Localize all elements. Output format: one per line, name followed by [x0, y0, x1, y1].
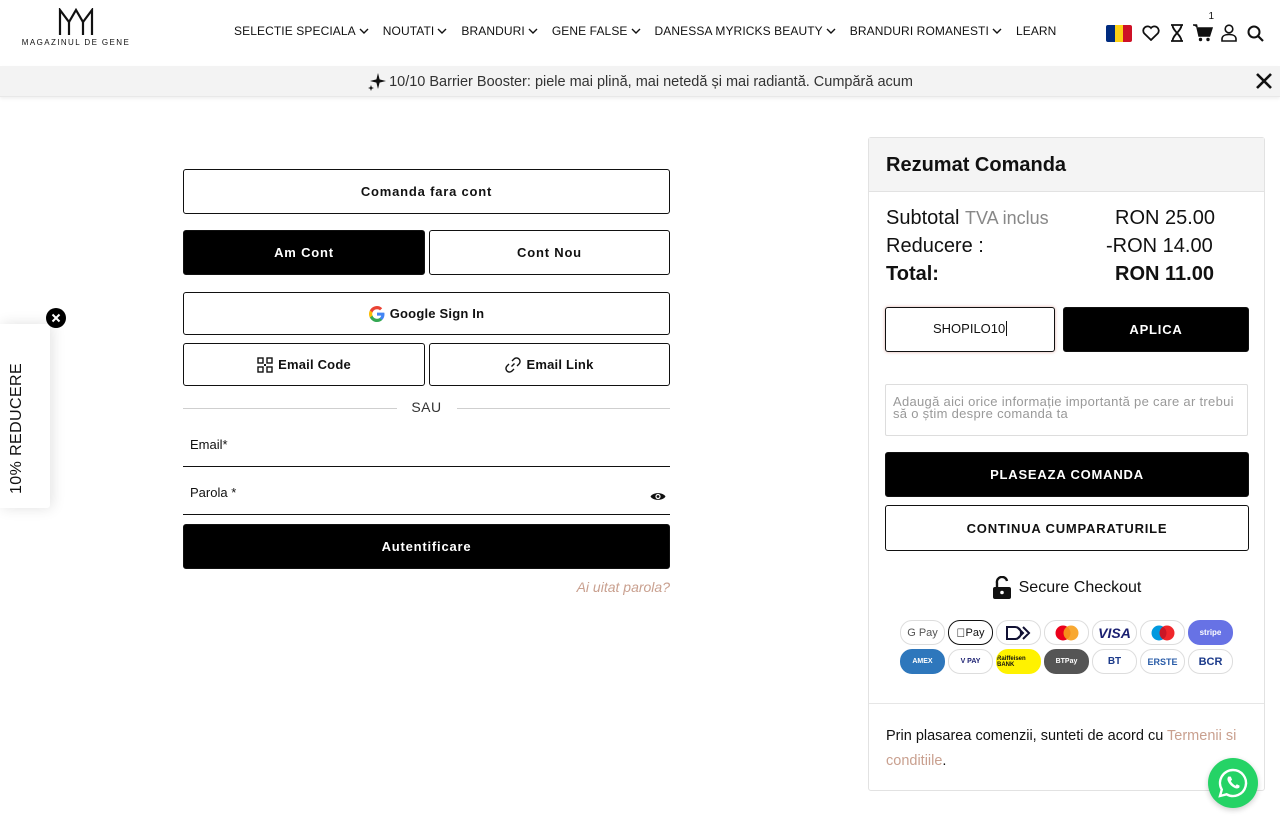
sparkle-icon: [367, 72, 387, 92]
nav-item-branduri[interactable]: [461, 24, 537, 38]
email-link-button[interactable]: [429, 343, 670, 386]
secure-checkout: [869, 576, 1264, 600]
discount-label: Reducere :: [886, 235, 984, 257]
order-summary-header: [869, 138, 1264, 192]
nav-label: BRANDURI ROMANESTI: [849, 24, 989, 38]
email-code-label: Email Code: [278, 357, 351, 372]
link-icon: [505, 357, 521, 373]
logo-text: MAGAZINUL DE GENE: [21, 38, 131, 47]
login-submit-button[interactable]: Autentificare: [183, 524, 670, 569]
header-icons: [1106, 11, 1268, 46]
chevron-down-icon: [992, 28, 1002, 35]
hourglass-icon[interactable]: [1164, 20, 1190, 46]
terms-text: Prin plasarea comenzii, sunteti de acord cu: [886, 728, 1168, 744]
site-header: [0, 0, 1280, 66]
total-label: Total:: [886, 263, 939, 285]
terms-link[interactable]: Termenii si conditiile: [886, 728, 1237, 769]
whatsapp-chat-button[interactable]: [1208, 758, 1258, 808]
forgot-password-link[interactable]: Ai uitat parola?: [576, 579, 670, 595]
have-account-tab[interactable]: Am Cont: [183, 230, 425, 275]
raiffeisen-icon: Raiffeisen BANK: [996, 649, 1041, 674]
romania-flag-icon[interactable]: [1106, 25, 1132, 42]
subtotal-value: RON 25.00: [1115, 207, 1216, 229]
new-account-tab[interactable]: Cont Nou: [429, 230, 670, 275]
google-icon: [369, 306, 385, 322]
guest-checkout-button[interactable]: Comanda fara cont: [183, 169, 670, 214]
eye-icon[interactable]: [650, 491, 666, 502]
site-logo[interactable]: [20, 8, 132, 50]
password-field[interactable]: [183, 479, 670, 515]
main-nav: [234, 24, 1056, 38]
user-icon[interactable]: [1216, 20, 1242, 46]
coupon-input[interactable]: [885, 307, 1055, 352]
close-icon[interactable]: [46, 308, 66, 328]
google-sign-in-button[interactable]: [183, 292, 670, 335]
or-label: SAU: [411, 399, 442, 415]
summary-divider: [869, 703, 1264, 704]
nav-item-branduri-romanesti[interactable]: [850, 24, 1002, 38]
qr-code-icon: [257, 357, 273, 373]
announcement-bar: [0, 66, 1280, 97]
email-link-label: Email Link: [526, 357, 594, 372]
secure-checkout-label: Secure Checkout: [1018, 579, 1142, 596]
order-summary-panel: [868, 137, 1265, 791]
place-order-button[interactable]: PLASEAZA COMANDA: [885, 452, 1249, 497]
search-icon[interactable]: [1242, 20, 1268, 46]
subtotal-label: [886, 207, 1049, 230]
nav-item-danessa-myricks[interactable]: [655, 24, 836, 38]
vpay-icon: V PAY: [948, 649, 993, 674]
stripe-icon: stripe: [1188, 620, 1233, 645]
close-icon[interactable]: [1252, 69, 1276, 93]
nav-label: SELECTIE SPECIALA: [234, 24, 356, 38]
email-code-button[interactable]: [183, 343, 425, 386]
bcr-icon: BCR: [1188, 649, 1233, 674]
nav-label: LEARN: [1015, 24, 1057, 38]
heart-icon[interactable]: [1138, 20, 1164, 46]
apple-pay-icon: Pay: [948, 620, 993, 645]
chevron-down-icon: [631, 28, 641, 35]
announcement-link[interactable]: [0, 72, 1280, 92]
chevron-down-icon: [437, 28, 447, 35]
discount-side-tab[interactable]: [0, 324, 50, 508]
chevron-down-icon: [826, 28, 836, 35]
digital-wallet-icon: [996, 620, 1041, 645]
email-field[interactable]: [183, 431, 670, 467]
bt-icon: BT: [1092, 649, 1137, 674]
discount-value: -RON 14.00: [1106, 235, 1213, 257]
nav-item-selectie-speciala[interactable]: [234, 24, 369, 38]
continue-shopping-button[interactable]: CONTINUA CUMPARATURILE: [885, 505, 1249, 551]
nav-item-gene-false[interactable]: [552, 24, 641, 38]
terms-notice: [886, 724, 1251, 774]
amex-icon: AMEX: [900, 649, 945, 674]
cart-count-badge: 1: [1208, 11, 1214, 22]
cart-icon[interactable]: [1190, 11, 1216, 46]
email-field-label: Email*: [190, 437, 228, 452]
email-input[interactable]: [183, 431, 670, 466]
maestro-icon: [1140, 620, 1185, 645]
terms-end: .: [942, 753, 947, 769]
order-notes-textarea[interactable]: Adaugă aici orice informație importantă pe care ar trebui să o știm despre comanda ta: [885, 384, 1248, 436]
order-summary-title: Rezumat Comanda: [886, 154, 1067, 176]
nav-item-learn[interactable]: [1016, 24, 1057, 38]
payment-methods: [900, 620, 1236, 674]
nav-item-noutati[interactable]: [383, 24, 448, 38]
total-value: RON 11.00: [1115, 263, 1214, 285]
chevron-down-icon: [528, 28, 538, 35]
google-pay-icon: G Pay: [900, 620, 945, 645]
nav-label: NOUTATI: [382, 24, 435, 38]
announcement-text: 10/10 Barrier Booster: piele mai plină, mai netedă și mai radiantă. Cumpără acum: [389, 73, 913, 90]
apply-coupon-button[interactable]: APLICA: [1063, 307, 1249, 352]
text-cursor: [1006, 321, 1007, 336]
vat-note: TVA inclus: [964, 208, 1049, 228]
nav-label: DANESSA MYRICKS BEAUTY: [654, 24, 823, 38]
erste-icon: ERSTE: [1140, 649, 1185, 674]
coupon-value: SHOPILO10: [933, 321, 1006, 336]
visa-icon: VISA: [1092, 620, 1137, 645]
nav-label: BRANDURI: [461, 24, 525, 38]
lock-icon: [992, 576, 1012, 600]
chevron-down-icon: [359, 28, 369, 35]
nav-label: GENE FALSE: [551, 24, 628, 38]
password-input[interactable]: [183, 479, 670, 514]
mastercard-icon: [1044, 620, 1089, 645]
logo-mark-icon: [58, 8, 94, 36]
google-sign-in-label: Google Sign In: [389, 306, 485, 321]
divider-line: [457, 408, 670, 409]
or-divider: [183, 398, 670, 418]
whatsapp-icon: [1217, 767, 1249, 799]
discount-tab-label: 10% REDUCERE: [8, 362, 25, 494]
btpay-icon: BTPay: [1044, 649, 1089, 674]
password-field-label: Parola *: [190, 485, 237, 500]
subtotal-text: Subtotal: [886, 207, 960, 229]
